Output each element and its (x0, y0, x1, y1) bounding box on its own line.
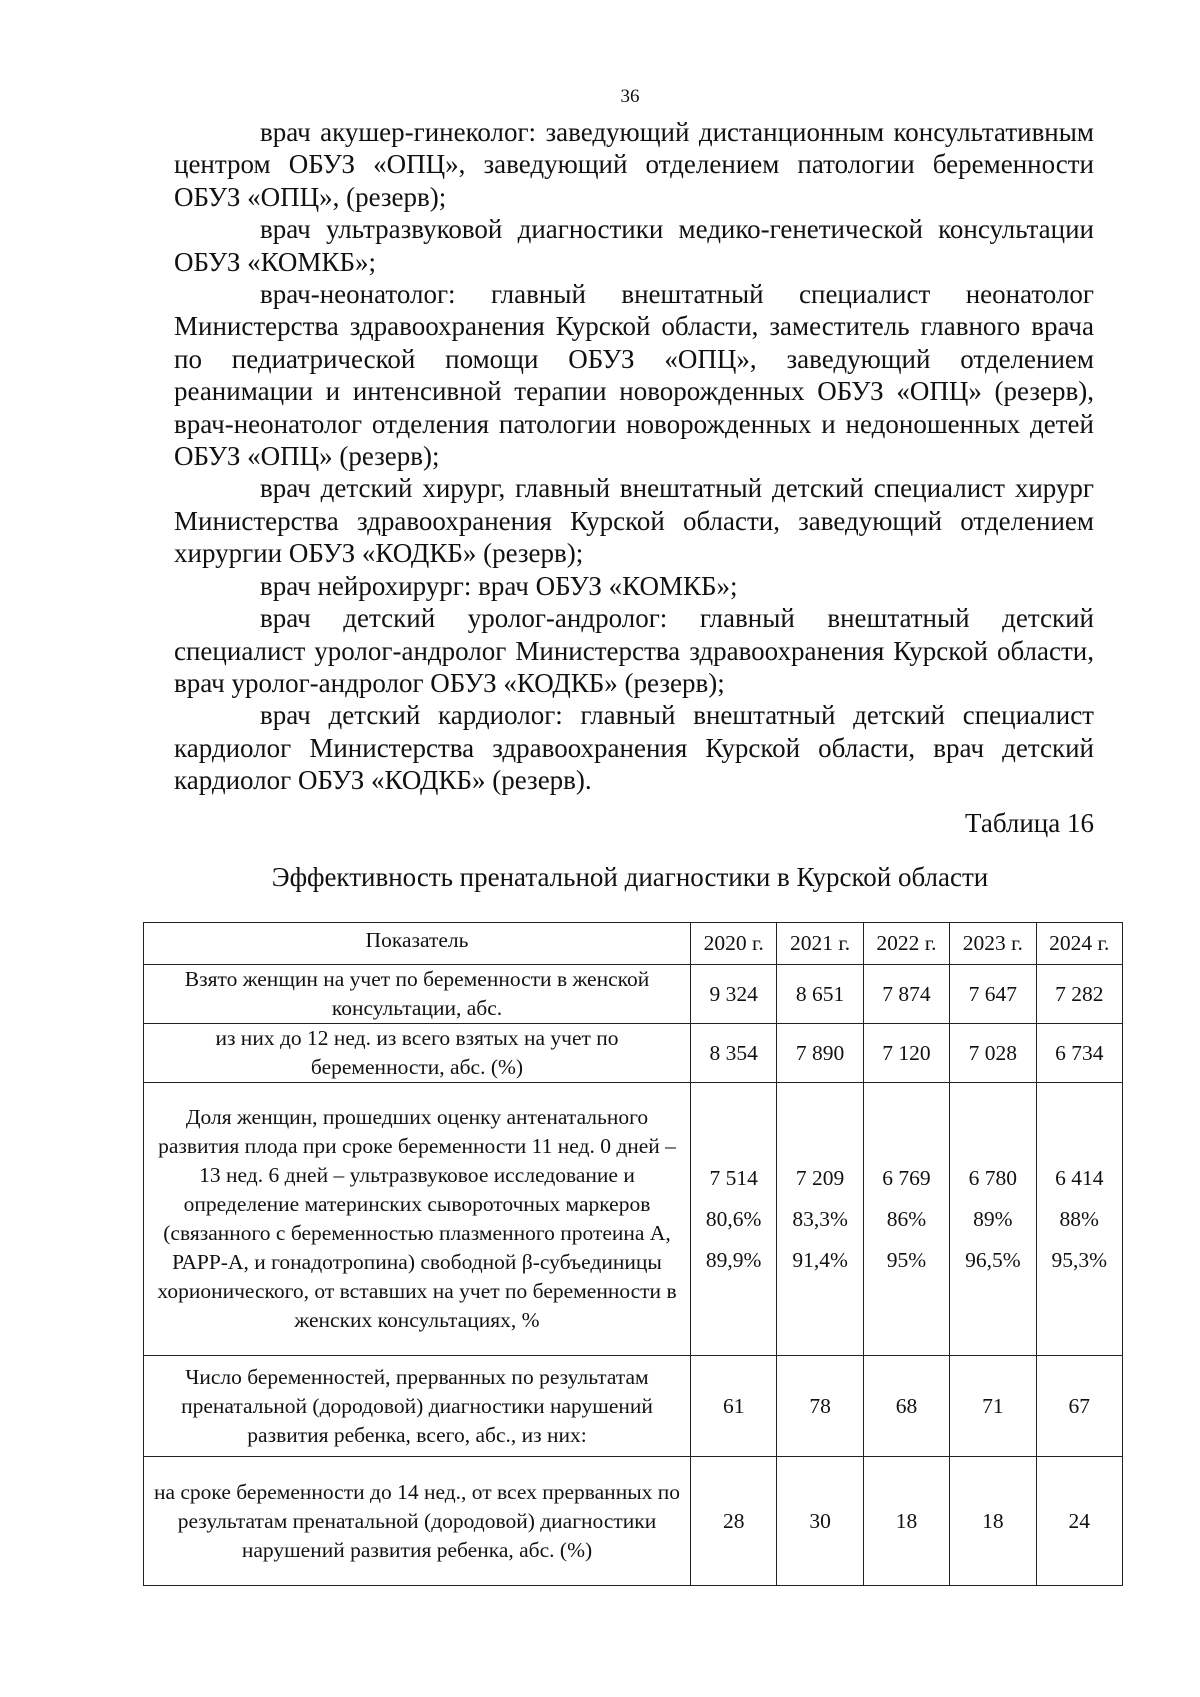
cell-value: 83,3% (792, 1206, 848, 1231)
cell-value: 95,3% (1051, 1247, 1108, 1272)
table-cell (950, 1083, 1036, 1356)
cell-value: 6 414 (1055, 1165, 1104, 1190)
table-row (144, 965, 1123, 1024)
column-header: 2022 г. (863, 923, 949, 965)
table-cell (777, 1083, 863, 1356)
body-text (174, 116, 1094, 797)
cell-value: 89% (973, 1206, 1013, 1231)
column-header: 2024 г. (1036, 923, 1122, 965)
table-cell (1036, 1083, 1122, 1356)
table-label: Таблица 16 (965, 808, 1094, 838)
table-cell: 71 (950, 1356, 1036, 1457)
table-title: Эффективность пренатальной диагностики в Курской области (271, 862, 989, 892)
column-header: 2020 г. (691, 923, 777, 965)
table-cell: 6 734 (1036, 1024, 1122, 1083)
table-cell: 30 (777, 1457, 863, 1586)
table-cell: 8 651 (777, 965, 863, 1024)
cell-value: 96,5% (965, 1247, 1021, 1272)
column-header: 2023 г. (950, 923, 1036, 965)
table-cell: 9 324 (691, 965, 777, 1024)
cell-value: 7 209 (795, 1165, 845, 1190)
table-cell: 24 (1036, 1457, 1122, 1586)
row-label: Число беременностей, прерванных по результатам пренатальной (дородовой) диагностики нарушений развития ребенка, всего, абс., из них: (144, 1356, 691, 1457)
cell-value: 91,4% (792, 1247, 848, 1272)
paragraph: врач нейрохирург: врач ОБУЗ «КОМКБ»; (260, 570, 738, 601)
row-label: Доля женщин, прошедших оценку антенатального развития плода при сроке беременности 11 нед. 0 дней – 13 нед. 6 дней – ультразвуковое исследование и определение материнских сывороточных маркеров (связанного с беременностью плазменного протеина А, РАРР-А, и гонадотропина) свободной β-субъединицы хорионического, от вставших на учет по беременности в женских консультациях, % (144, 1083, 691, 1356)
paragraph: врач детский хирург, главный внештатный детский специалист хирург Министерства здравоохранения Курской области, заведующий отделением хирургии ОБУЗ «КОДКБ» (резерв); (174, 473, 1094, 569)
cell-value: 80,6% (705, 1206, 762, 1231)
cell-value: 6 780 (968, 1165, 1018, 1190)
cell-value: 95% (886, 1247, 927, 1272)
paragraph: врач детский уролог-андролог: главный внештатный детский специалист уролог-андролог Министерства здравоохранения Курской области, врач уролог-андролог ОБУЗ «КОДКБ» (резерв); (174, 603, 1094, 698)
row-label: на сроке беременности до 14 нед., от всех прерванных по результатам пренатальной (дородовой) диагностики нарушений развития ребенка, абс. (%) (144, 1457, 691, 1586)
page-number: 36 (620, 86, 640, 107)
column-header: 2021 г. (777, 923, 863, 965)
table-row (144, 1083, 1123, 1356)
cell-value: 7 514 (709, 1165, 758, 1190)
table-cell: 18 (863, 1457, 949, 1586)
table-row (144, 1024, 1123, 1083)
row-label: из них до 12 нед. из всего взятых на учет по беременности, абс. (%) (144, 1024, 691, 1083)
paragraph: врач-неонатолог: главный внештатный специалист неонатолог Министерства здравоохранения Курской области, заместитель главного врача по педиатрической помощи ОБУЗ «ОПЦ», заведующий отделением реанимации и интенсивной терапии новорожденных ОБУЗ «ОПЦ» (резерв), врач-неонатолог отделения патологии новорожденных и недоношенных детей ОБУЗ «ОПЦ» (резерв); (174, 279, 1094, 472)
paragraph: врач акушер-гинеколог: заведующий дистанционным консультативным центром ОБУЗ «ОПЦ», заведующий отделением патологии беременности ОБУЗ «ОПЦ», (резерв); (174, 117, 1094, 212)
table-row (144, 1457, 1123, 1586)
table-cell: 78 (777, 1356, 863, 1457)
column-header: Показатель (144, 923, 691, 965)
table-cell: 7 890 (777, 1024, 863, 1083)
paragraph: врач ультразвуковой диагностики медико-генетической консультации ОБУЗ «КОМКБ»; (174, 214, 1094, 277)
row-label: Взято женщин на учет по беременности в женской консультации, абс. (144, 965, 691, 1024)
table-cell: 7 874 (863, 965, 949, 1024)
table-cell: 68 (863, 1356, 949, 1457)
cell-value: 86% (886, 1206, 927, 1231)
cell-value: 6 769 (882, 1165, 931, 1190)
table-row (144, 1356, 1123, 1457)
table-cell: 7 028 (950, 1024, 1036, 1083)
table-header-row (144, 923, 1123, 965)
table-cell: 7 120 (863, 1024, 949, 1083)
table-cell: 61 (691, 1356, 777, 1457)
table-cell (863, 1083, 949, 1356)
data-table (143, 922, 1123, 1586)
table-cell: 7 647 (950, 965, 1036, 1024)
table-cell (691, 1083, 777, 1356)
table-cell: 7 282 (1036, 965, 1122, 1024)
table-cell: 18 (950, 1457, 1036, 1586)
paragraph: врач детский кардиолог: главный внештатный детский специалист кардиолог Министерства здравоохранения Курской области, врач детский кардиолог ОБУЗ «КОДКБ» (резерв). (174, 700, 1094, 796)
cell-value: 88% (1059, 1206, 1099, 1231)
table-cell: 8 354 (691, 1024, 777, 1083)
table-cell: 28 (691, 1457, 777, 1586)
table-cell: 67 (1036, 1356, 1122, 1457)
cell-value: 89,9% (705, 1247, 762, 1272)
